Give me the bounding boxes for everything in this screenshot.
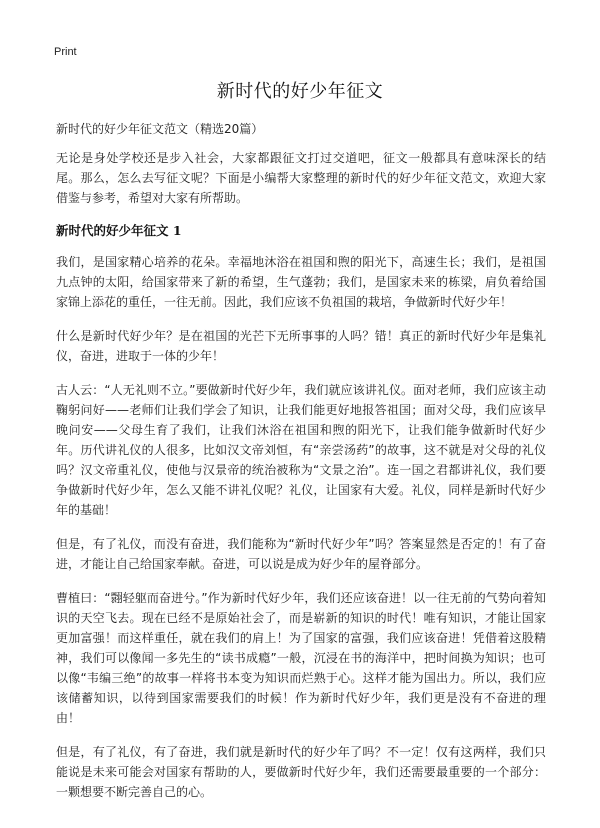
section-heading: 新时代的好少年征文 1 — [56, 223, 182, 238]
paragraph-6: 但是，有了礼仪，有了奋进，我们就是新时代的好少年了吗？不一定！仅有这两样，我们只能说是未来可能会对国家有帮助的人，要做新时代好少年，我们还需要最重要的一个部分：一颗想要不断完善自己的心。 — [56, 745, 546, 799]
document-body — [56, 148, 546, 816]
document-title: 新时代的好少年征文 — [216, 81, 384, 102]
intro-paragraph: 无论是身处学校还是步入社会，大家都跟征文打过交道吧，征文一般都具有意味深长的结尾。那么，怎么去写征文呢？下面是小编帮大家整理的新时代的好少年征文范文，欢迎大家借鉴与参考，希望对大家有所帮助。 — [56, 151, 546, 205]
paragraph-5: 曹植曰：“翾轻躯而奋进兮。”作为新时代好少年，我们还应该奋进！以一往无前的气势向着知识的天空飞去。现在已经不是原始社会了，而是崭新的知识的时代！唯有知识，才能让国家更加富强！而这样重任，就在我们的肩上！为了国家的富强，我们应该奋进！凭借着这股精神，我们可以像闻一多先生的“读书成瘾”一般，沉浸在书的海洋中，把时间换为知识；也可以像“韦编三绝”的故事一样将书本变为知识而烂熟于心。这样才能为国出力。所以，我们应该储蓄知识，以待到国家需要我们的时候！作为新时代好少年，我们更是没有不奋进的理由！ — [56, 591, 546, 725]
print-label: Print — [54, 46, 77, 58]
paragraph-1: 我们，是国家精心培养的花朵。幸福地沐浴在祖国和煦的阳光下，高速生长；我们，是祖国九点钟的太阳，给国家带来了新的希望，生气蓬勃；我们，是国家未来的栋梁，肩负着给国家锦上添花的重任，一往无前。因此，我们应该不负祖国的栽培，争做新时代好少年！ — [56, 255, 546, 309]
paragraph-4: 但是，有了礼仪，而没有奋进，我们能称为“新时代好少年”吗？答案显然是否定的！有了奋进，才能让自己给国家奉献。奋进，可以说是成为好少年的屋脊部分。 — [56, 537, 546, 571]
paragraph-2: 什么是新时代好少年？是在祖国的光芒下无所事事的人吗？错！真正的新时代好少年是集礼仪，奋进，进取于一体的少年！ — [56, 329, 546, 363]
document-subtitle: 新时代的好少年征文范文（精选20篇） — [56, 122, 264, 136]
paragraph-3: 古人云：“人无礼则不立。”要做新时代好少年，我们就应该讲礼仪。面对老师，我们应该主动鞠躬问好——老师们让我们学会了知识，让我们能更好地报答祖国；面对父母，我们应该早晚问安——父母生育了我们，让我们沐浴在祖国和煦的阳光下，让我们能争做新时代好少年。历代讲礼仪的人很多，比如汉文帝刘恒，有“亲尝汤药”的故事，这不就是对父母的礼仪吗？汉文帝重礼仪，使他与汉景帝的统治被称为“文景之治”。连一国之君都讲礼仪，我们要争做新时代好少年，怎么又能不讲礼仪呢？礼仪，让国家有大爱。礼仪，同样是新时代好少年的基础！ — [56, 383, 546, 517]
